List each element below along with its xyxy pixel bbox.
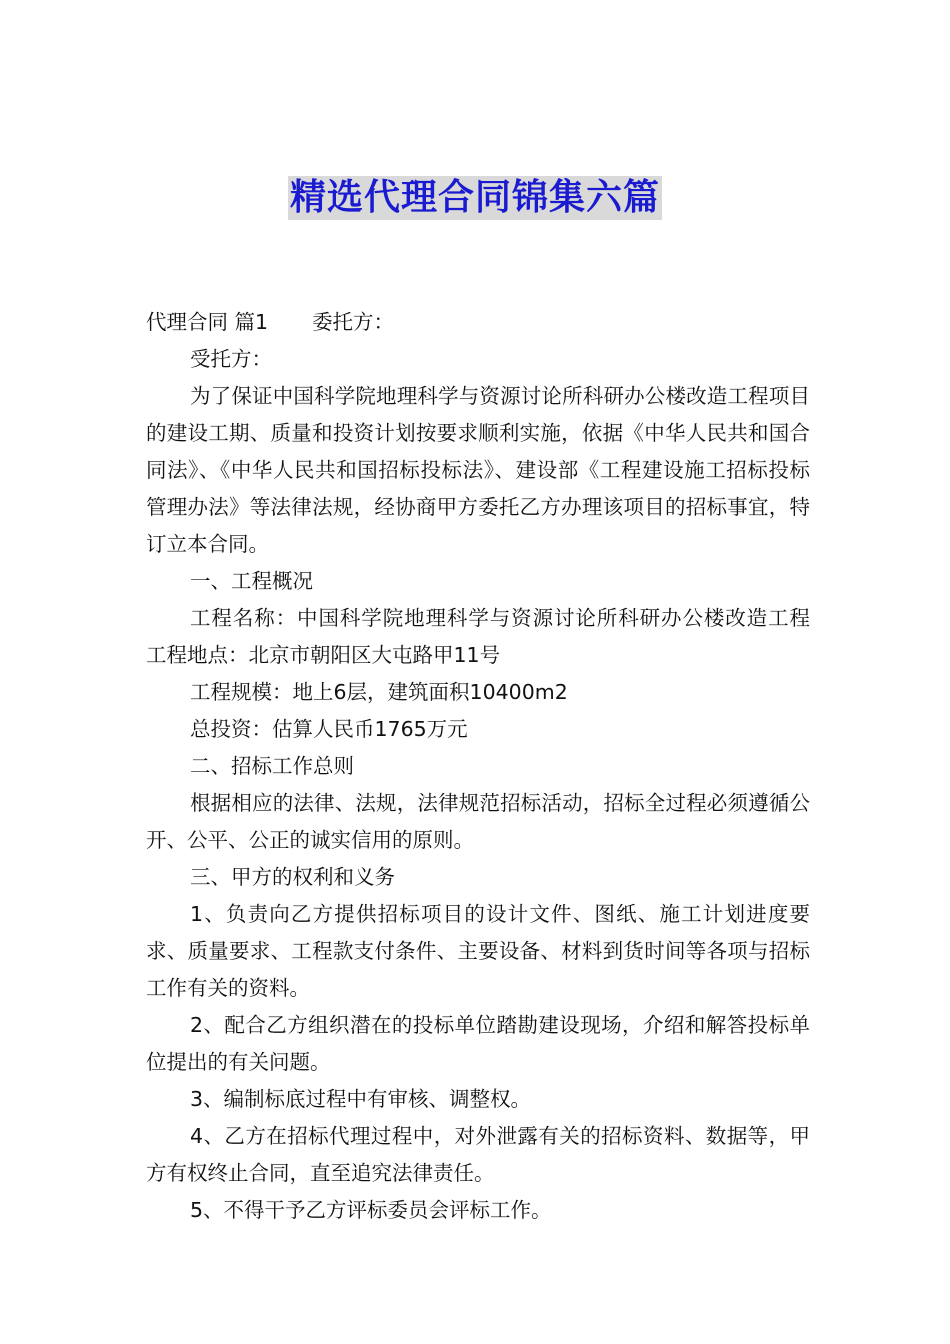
paragraph-item-3: 3、编制标底过程中有审核、调整权。 <box>190 1087 532 1111</box>
paragraph-project-scale: 工程规模：地上6层，建筑面积10400m2 <box>190 680 568 704</box>
paragraph-item-2: 2、配合乙方组织潜在的投标单位踏勘建设现场，介绍和解答投标单位提出的有关问题。 <box>146 1013 810 1074</box>
paragraph-section-1: 一、工程概况 <box>190 569 313 593</box>
client-label: 委托方： <box>312 310 395 334</box>
paragraph-item-4: 4、乙方在招标代理过程中，对外泄露有关的招标资料、数据等，甲方有权终止合同，直至追究法律责任。 <box>146 1124 810 1185</box>
paragraph-item-1: 1、负责向乙方提供招标项目的设计文件、图纸、施工计划进度要求、质量要求、工程款支付条件、主要设备、材料到货时间等各项与招标工作有关的资料。 <box>146 902 810 1000</box>
paragraph-project-name: 工程名称：中国科学院地理科学与资源讨论所科研办公楼改造工程 工程地点：北京市朝阳区大屯路甲11号 <box>146 606 810 667</box>
document-title: 精选代理合同锦集六篇 <box>289 177 660 218</box>
title-container <box>0 176 950 220</box>
paragraph-principles: 根据相应的法律、法规，法律规范招标活动，招标全过程必须遵循公开、公平、公正的诚实信用的原则。 <box>146 791 810 852</box>
section-label: 代理合同 篇1 <box>146 310 269 334</box>
paragraph-preamble: 为了保证中国科学院地理科学与资源讨论所科研办公楼改造工程项目的建设工期、质量和投资计划按要求顺利实施，依据《中华人民共和国合同法》、《中华人民共和国招标投标法》、建设部《工程建设施工招标投标管理办法》等法律法规，经协商甲方委托乙方办理该项目的招标事宜，特订立本合同。 <box>146 384 810 556</box>
paragraph-trustee: 受托方： <box>190 347 272 371</box>
paragraph-total-investment: 总投资：估算人民币1765万元 <box>190 717 468 741</box>
paragraph-heading-line <box>146 304 810 341</box>
paragraph-section-2: 二、招标工作总则 <box>190 754 354 778</box>
paragraph-section-3: 三、甲方的权利和义务 <box>190 865 395 889</box>
paragraph-item-5: 5、不得干予乙方评标委员会评标工作。 <box>190 1198 552 1222</box>
document-body <box>146 304 810 1229</box>
